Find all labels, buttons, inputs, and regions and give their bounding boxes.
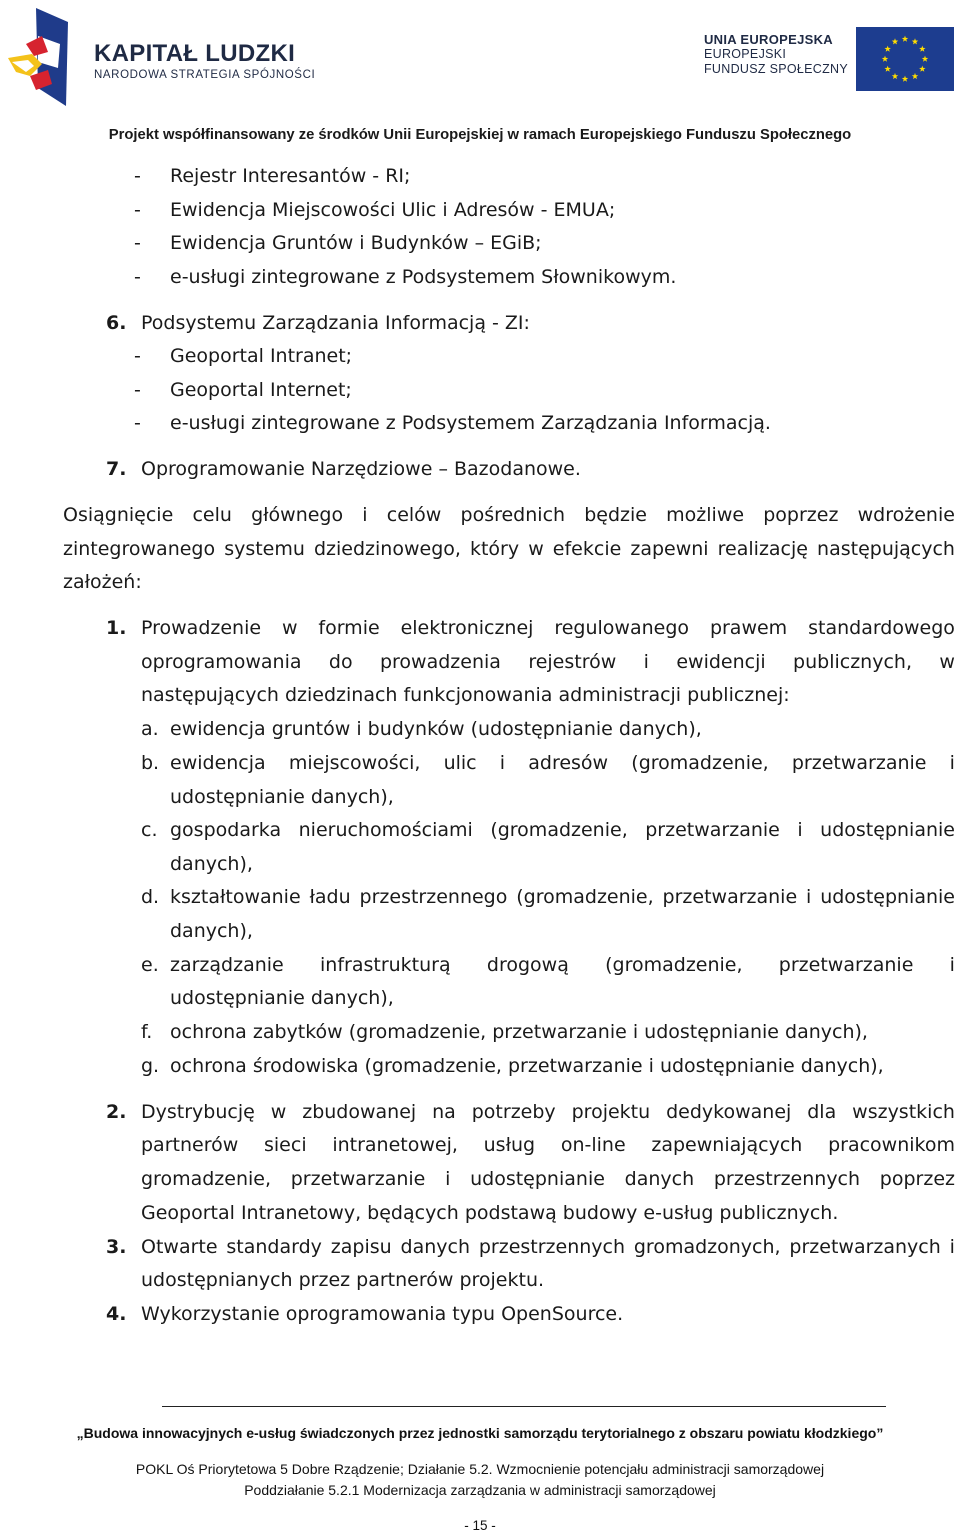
eu-flag-icon [856,27,954,91]
eu-logo-line3: FUNDUSZ SPOŁECZNY [703,62,848,76]
section-7-title: Oprogramowanie Narzędziowe – Bazodanowe. [141,458,581,480]
subitem-line: ewidencja miejscowości, ulic i adresów (gromadzenie, przetwarzanie i [170,752,955,774]
dash-bullet: - [134,379,141,401]
dash-bullet: - [134,199,141,221]
subitem-line: gospodarka nieruchomościami (gromadzenie, przetwarzanie i udostępnianie [170,819,955,841]
subitem-line: zarządzanie infrastrukturą drogową (gromadzenie, przetwarzanie i [170,954,955,976]
list-item: Geoportal Internet; [170,379,352,401]
kapital-ludzki-emblem-icon [8,6,70,110]
subitem-letter: a. [141,718,159,740]
list-item: e-usługi zintegrowane z Podsystemem Zarządzania Informacją. [170,412,771,434]
assumption-line: Wykorzystanie oprogramowania typu OpenSource. [141,1303,624,1325]
subitem-line: ochrona środowiska (gromadzenie, przetwarzanie i udostępnianie danych), [170,1055,884,1077]
list-item: Rejestr Interesantów - RI; [170,165,411,187]
list-item: Geoportal Intranet; [170,345,353,367]
dash-bullet: - [134,266,141,288]
page-number: - 15 - [464,1518,496,1533]
paragraph-line: założeń: [63,571,142,593]
assumption-line: Prowadzenie w formie elektronicznej regulowanego prawem standardowego [141,617,955,639]
kapital-ludzki-subtitle: NARODOWA STRATEGIA SPÓJNOŚCI [94,69,316,81]
list-item: e-usługi zintegrowane z Podsystemem Słownikowym. [170,266,677,288]
assumption-line: następujących dziedzinach funkcjonowania administracji publicznej: [141,684,790,706]
assumption-1-number: 1. [106,617,127,639]
dash-bullet: - [134,232,141,254]
paragraph-line: zintegrowanego systemu dziedzinowego, który w efekcie zapewni realizację następujących [63,538,955,560]
eu-logo-line2: EUROPEJSKI [703,47,787,61]
dash-bullet: - [134,345,141,367]
subitem-line: danych), [170,920,253,942]
footer-line-2: Poddziałanie 5.2.1 Modernizacja zarządzania w administracji samorządowej [244,1482,716,1498]
subitem-line: udostępnianie danych), [170,987,394,1009]
assumption-line: Otwarte standardy zapisu danych przestrzennych gromadzonych, przetwarzanych i [141,1236,955,1258]
dash-bullet: - [134,412,141,434]
section-6-number: 6. [106,312,127,334]
subitem-line: danych), [170,853,253,875]
subitem-line: udostępnianie danych), [170,786,394,808]
section-7-number: 7. [106,458,127,480]
project-cofinancing-line: Projekt współfinansowany ze środków Unii Europejskiej w ramach Europejskiego Funduszu Społecznego [108,127,852,143]
assumption-line: Dystrybucję w zbudowanej na potrzeby projektu dedykowanej dla wszystkich [141,1101,955,1123]
subitem-letter: e. [141,954,159,976]
subitem-letter: d. [141,886,160,908]
assumption-line: gromadzenie, przetwarzanie i udostępnianie danych przestrzennych poprzez [141,1168,955,1190]
subitem-letter: g. [141,1055,160,1077]
assumption-3-number: 3. [106,1236,127,1258]
assumption-line: oprogramowania do prowadzenia rejestrów i ewidencji publicznych, w [141,651,955,673]
subitem-line: ewidencja gruntów i budynków (udostępnianie danych), [170,718,702,740]
assumption-2-number: 2. [106,1101,127,1123]
eu-logo-text [704,32,848,77]
paragraph-line: Osiągnięcie celu głównego i celów pośrednich będzie możliwe poprzez wdrożenie [63,504,955,526]
footer-project-title: „Budowa innowacyjnych e-usług świadczonych przez jednostki samorządu terytorialnego z obszaru powiatu kłodzkiego” [76,1425,884,1441]
subitem-line: kształtowanie ładu przestrzennego (gromadzenie, przetwarzanie i udostępnianie [170,886,955,908]
subitem-letter: b. [141,752,160,774]
subitem-line: ochrona zabytków (gromadzenie, przetwarzanie i udostępnianie danych), [170,1021,868,1043]
section-6-title: Podsystemu Zarządzania Informacją - ZI: [141,312,530,334]
assumption-4-number: 4. [106,1303,127,1325]
list-item: Ewidencja Gruntów i Budynków – EGiB; [170,232,542,254]
kapital-ludzki-title: KAPITAŁ LUDZKI [94,40,296,67]
dash-bullet: - [134,165,141,187]
assumption-line: partnerów sieci intranetowej, usług on-line zapewniających pracownikom [141,1134,955,1156]
footer-line-1: POKL Oś Priorytetowa 5 Dobre Rządzenie; Działanie 5.2. Wzmocnienie potencjału administracji samorządowej [135,1461,825,1477]
eu-logo-line1: UNIA EUROPEJSKA [703,32,833,47]
subitem-letter: f. [141,1021,153,1043]
assumption-line: Geoportal Intranetowy, będących podstawą budowy e-usług publicznych. [141,1202,839,1224]
assumption-line: udostępnianych przez partnerów projektu. [141,1269,545,1291]
footer-divider [162,1406,886,1407]
list-item: Ewidencja Miejscowości Ulic i Adresów - EMUA; [170,199,616,221]
subitem-letter: c. [141,819,158,841]
